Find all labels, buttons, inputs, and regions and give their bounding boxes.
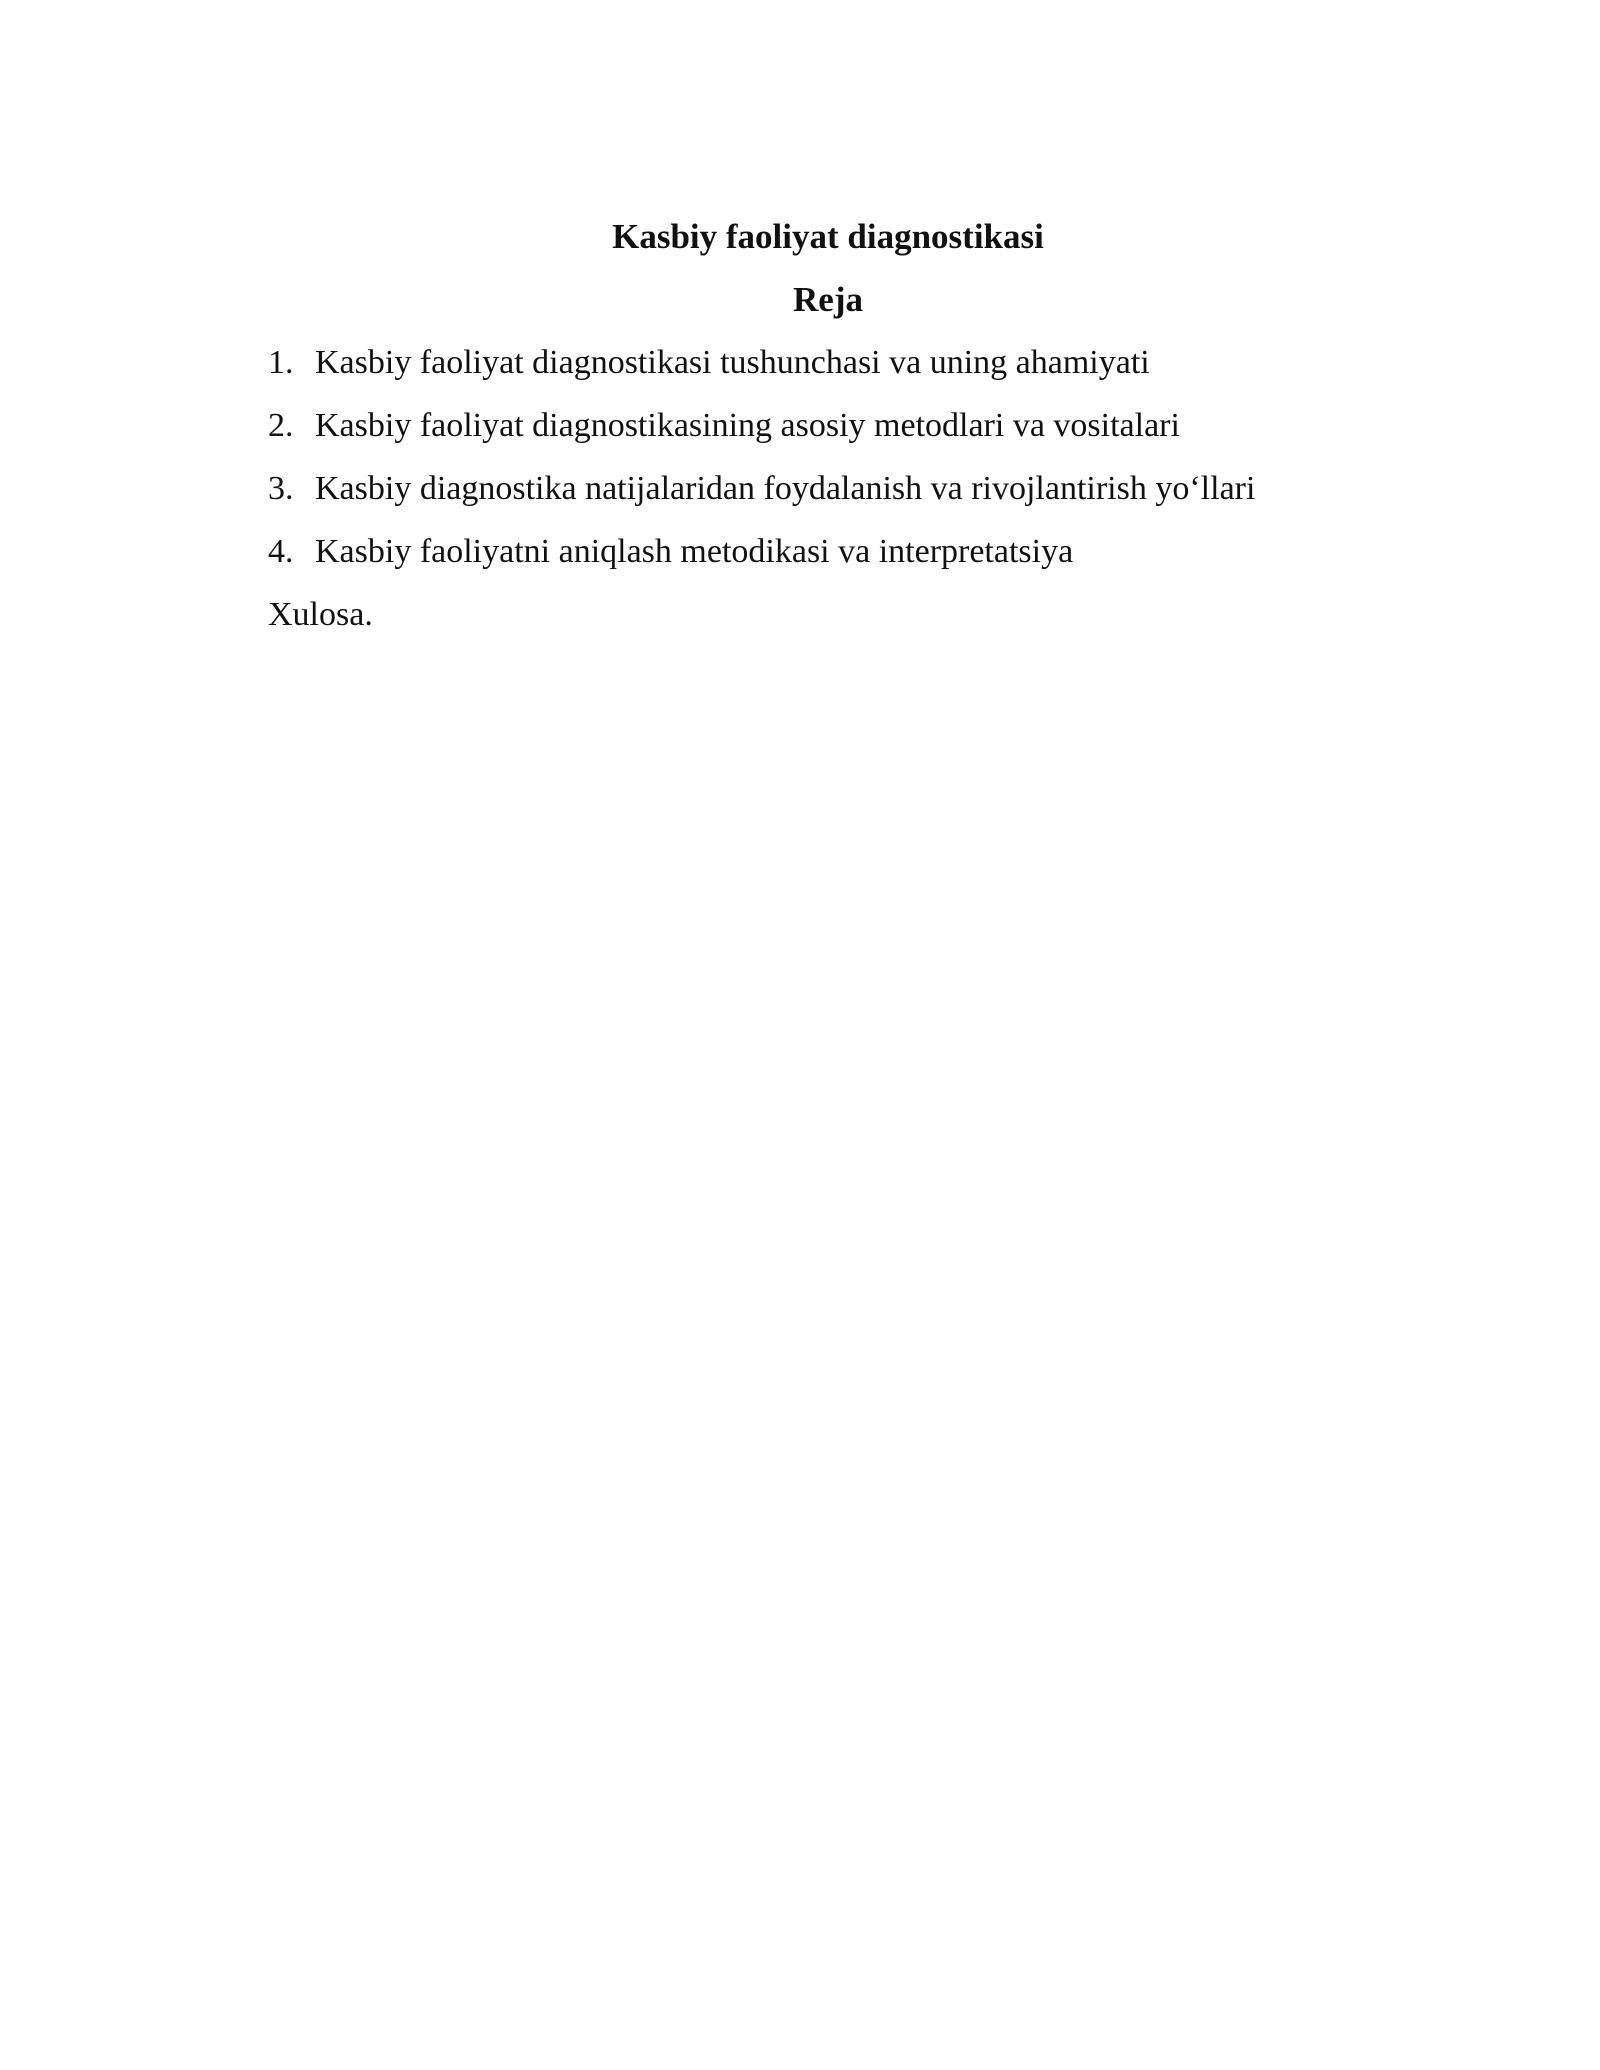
document-title: Kasbiy faoliyat diagnostikasi — [612, 217, 1044, 256]
plan-item-text: Kasbiy diagnostika natijalaridan foydalanish va rivojlantirish yo‘llari — [315, 470, 1256, 507]
plan-item — [268, 520, 1388, 583]
plan-item-number: 1. — [268, 344, 294, 381]
document-content — [268, 205, 1388, 646]
plan-item — [268, 457, 1388, 520]
plan-item-number: 4. — [268, 533, 294, 570]
conclusion-text: Xulosa. — [268, 596, 373, 633]
plan-item-text: Kasbiy faoliyatni aniqlash metodikasi va interpretatsiya — [315, 533, 1074, 570]
plan-item-number: 3. — [268, 470, 294, 507]
plan-heading: Reja — [793, 280, 863, 319]
plan-item-number: 2. — [268, 407, 294, 444]
plan-item — [268, 394, 1388, 457]
plan-list — [268, 331, 1388, 583]
plan-item-text: Kasbiy faoliyat diagnostikasi tushunchasi va uning ahamiyati — [315, 344, 1150, 381]
plan-item-text: Kasbiy faoliyat diagnostikasining asosiy metodlari va vositalari — [315, 407, 1180, 444]
plan-item — [268, 331, 1388, 394]
